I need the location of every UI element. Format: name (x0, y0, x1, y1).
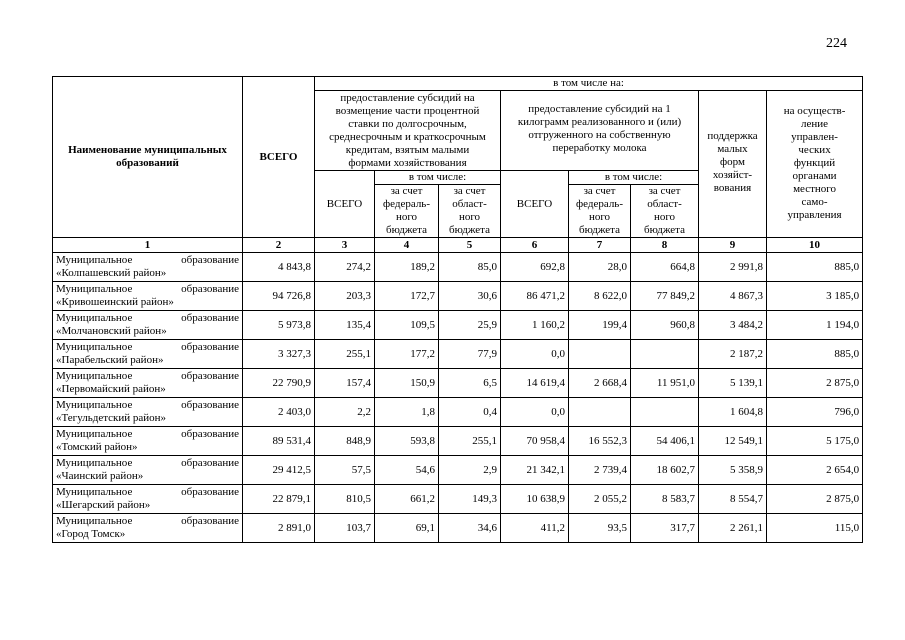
municipality-name-title: «Парабельский район» (56, 354, 164, 366)
value-cell: 109,5 (375, 311, 439, 340)
value-cell: 10 638,9 (501, 485, 569, 514)
value-cell: 54,6 (375, 456, 439, 485)
value-cell: 411,2 (501, 514, 569, 543)
value-cell: 157,4 (315, 369, 375, 398)
col-number: 2 (243, 238, 315, 253)
municipality-name-word: Муниципальное (56, 254, 133, 266)
value-cell: 54 406,1 (631, 427, 699, 456)
subsidy-table (52, 76, 863, 543)
value-cell: 2 668,4 (569, 369, 631, 398)
value-cell: 4 843,8 (243, 253, 315, 282)
municipality-name-word: Муниципальное (56, 370, 133, 382)
municipality-name (53, 485, 243, 514)
value-cell: 25,9 (439, 311, 501, 340)
value-cell: 5 139,1 (699, 369, 767, 398)
col-number: 3 (315, 238, 375, 253)
value-cell: 848,9 (315, 427, 375, 456)
value-cell: 2 654,0 (767, 456, 863, 485)
value-cell: 77 849,2 (631, 282, 699, 311)
value-cell: 2 261,1 (699, 514, 767, 543)
table-row (53, 340, 863, 369)
municipality-name-word: Муниципальное (56, 428, 133, 440)
value-cell: 8 622,0 (569, 282, 631, 311)
value-cell: 2 991,8 (699, 253, 767, 282)
header-group1-federal: за счет федераль- ного бюджета (375, 185, 439, 238)
municipality-name-word: образование (181, 486, 239, 498)
col-number: 4 (375, 238, 439, 253)
value-cell: 255,1 (315, 340, 375, 369)
col-number: 1 (53, 238, 243, 253)
value-cell: 661,2 (375, 485, 439, 514)
municipality-name-word: образование (181, 312, 239, 324)
header-local-governance: на осуществ- ление управлен- ческих функций органами местного само- управления (767, 91, 863, 238)
header-group2-total: ВСЕГО (501, 171, 569, 238)
value-cell: 29 412,5 (243, 456, 315, 485)
value-cell: 4 867,3 (699, 282, 767, 311)
table-row (53, 282, 863, 311)
value-cell: 810,5 (315, 485, 375, 514)
value-cell: 93,5 (569, 514, 631, 543)
value-cell: 77,9 (439, 340, 501, 369)
header-group1-including: в том числе: (375, 171, 501, 185)
municipality-name-word: образование (181, 428, 239, 440)
value-cell: 5 358,9 (699, 456, 767, 485)
header-name: Наименование муниципальных образований (53, 77, 243, 238)
value-cell: 960,8 (631, 311, 699, 340)
municipality-name-word: Муниципальное (56, 457, 133, 469)
value-cell: 2 875,0 (767, 369, 863, 398)
value-cell: 2,2 (315, 398, 375, 427)
value-cell: 5 973,8 (243, 311, 315, 340)
header-group2-regional: за счет област- ного бюджета (631, 185, 699, 238)
value-cell: 1,8 (375, 398, 439, 427)
value-cell: 593,8 (375, 427, 439, 456)
municipality-name (53, 311, 243, 340)
value-cell: 796,0 (767, 398, 863, 427)
value-cell: 3 484,2 (699, 311, 767, 340)
value-cell: 2 403,0 (243, 398, 315, 427)
municipality-name (53, 427, 243, 456)
col-number: 8 (631, 238, 699, 253)
municipality-name-word: образование (181, 457, 239, 469)
value-cell: 177,2 (375, 340, 439, 369)
municipality-name-title: «Чаинский район» (56, 470, 144, 482)
municipality-name-word: Муниципальное (56, 515, 133, 527)
table-row (53, 311, 863, 340)
value-cell (631, 340, 699, 369)
table-row (53, 398, 863, 427)
value-cell: 885,0 (767, 253, 863, 282)
value-cell: 94 726,8 (243, 282, 315, 311)
value-cell: 8 554,7 (699, 485, 767, 514)
municipality-name-title: «Кривошеинский район» (56, 296, 174, 308)
municipality-name-title: «Томский район» (56, 441, 138, 453)
value-cell: 30,6 (439, 282, 501, 311)
value-cell: 103,7 (315, 514, 375, 543)
col-number: 5 (439, 238, 501, 253)
value-cell: 69,1 (375, 514, 439, 543)
col-number: 7 (569, 238, 631, 253)
value-cell: 150,9 (375, 369, 439, 398)
value-cell: 172,7 (375, 282, 439, 311)
municipality-name (53, 514, 243, 543)
municipality-name (53, 253, 243, 282)
value-cell: 2 875,0 (767, 485, 863, 514)
value-cell: 89 531,4 (243, 427, 315, 456)
municipality-name-word: Муниципальное (56, 486, 133, 498)
table-row (53, 514, 863, 543)
municipality-name-word: образование (181, 515, 239, 527)
header-group2-federal: за счет федераль- ного бюджета (569, 185, 631, 238)
municipality-name-word: Муниципальное (56, 399, 133, 411)
municipality-name (53, 456, 243, 485)
value-cell: 2 891,0 (243, 514, 315, 543)
value-cell: 317,7 (631, 514, 699, 543)
municipality-name-word: образование (181, 283, 239, 295)
value-cell: 6,5 (439, 369, 501, 398)
col-number: 6 (501, 238, 569, 253)
value-cell: 2 739,4 (569, 456, 631, 485)
value-cell: 664,8 (631, 253, 699, 282)
municipality-name (53, 340, 243, 369)
value-cell: 86 471,2 (501, 282, 569, 311)
municipality-name-title: «Шегарский район» (56, 499, 151, 511)
value-cell: 8 583,7 (631, 485, 699, 514)
value-cell: 22 879,1 (243, 485, 315, 514)
municipality-name-word: Муниципальное (56, 341, 133, 353)
municipality-name-word: образование (181, 370, 239, 382)
header-group1-regional: за счет област- ного бюджета (439, 185, 501, 238)
value-cell: 885,0 (767, 340, 863, 369)
table-row (53, 485, 863, 514)
value-cell: 0,0 (501, 398, 569, 427)
header-group1-total: ВСЕГО (315, 171, 375, 238)
municipality-name (53, 398, 243, 427)
municipality-name-title: «Молчановский район» (56, 325, 167, 337)
municipality-name-word: Муниципальное (56, 283, 133, 295)
value-cell: 85,0 (439, 253, 501, 282)
table-row (53, 456, 863, 485)
value-cell: 199,4 (569, 311, 631, 340)
value-cell: 16 552,3 (569, 427, 631, 456)
header-group-interest-subsidy: предоставление субсидий на возмещение части процентной ставки по долгосрочным, среднесрочным и краткосрочным кредитам, взятым малыми формами хозяйствования (315, 91, 501, 171)
value-cell: 22 790,9 (243, 369, 315, 398)
value-cell: 34,6 (439, 514, 501, 543)
value-cell: 12 549,1 (699, 427, 767, 456)
value-cell: 274,2 (315, 253, 375, 282)
municipality-name-title: «Город Томск» (56, 528, 126, 540)
value-cell: 0,4 (439, 398, 501, 427)
value-cell: 2 055,2 (569, 485, 631, 514)
header-small-business-support: поддержка малых форм хозяйст- вования (699, 91, 767, 238)
value-cell: 255,1 (439, 427, 501, 456)
municipality-name-word: образование (181, 399, 239, 411)
value-cell: 149,3 (439, 485, 501, 514)
header-including: в том числе на: (315, 77, 863, 91)
value-cell: 189,2 (375, 253, 439, 282)
table-row (53, 427, 863, 456)
col-number: 10 (767, 238, 863, 253)
header-group2-including: в том числе: (569, 171, 699, 185)
municipality-name-title: «Тегульдетский район» (56, 412, 167, 424)
table-body (53, 253, 863, 543)
value-cell (569, 398, 631, 427)
municipality-name (53, 369, 243, 398)
value-cell: 21 342,1 (501, 456, 569, 485)
municipality-name-title: «Колпашевский район» (56, 267, 167, 279)
municipality-name-word: образование (181, 254, 239, 266)
value-cell: 3 185,0 (767, 282, 863, 311)
value-cell: 0,0 (501, 340, 569, 369)
value-cell: 692,8 (501, 253, 569, 282)
table-row (53, 369, 863, 398)
value-cell: 1 194,0 (767, 311, 863, 340)
value-cell: 115,0 (767, 514, 863, 543)
col-number: 9 (699, 238, 767, 253)
municipality-name-word: образование (181, 341, 239, 353)
value-cell: 18 602,7 (631, 456, 699, 485)
value-cell: 3 327,3 (243, 340, 315, 369)
value-cell: 5 175,0 (767, 427, 863, 456)
value-cell (631, 398, 699, 427)
header-group-milk-subsidy: предоставление субсидий на 1 килограмм реализованного и (или) отгруженного на собственную переработку молока (501, 91, 699, 171)
value-cell: 203,3 (315, 282, 375, 311)
municipality-name (53, 282, 243, 311)
table-row (53, 253, 863, 282)
column-numbers-row (53, 238, 863, 253)
value-cell: 11 951,0 (631, 369, 699, 398)
value-cell: 14 619,4 (501, 369, 569, 398)
value-cell: 2 187,2 (699, 340, 767, 369)
value-cell: 1 604,8 (699, 398, 767, 427)
municipality-name-title: «Первомайский район» (56, 383, 166, 395)
value-cell: 2,9 (439, 456, 501, 485)
header-total: ВСЕГО (243, 77, 315, 238)
municipality-name-word: Муниципальное (56, 312, 133, 324)
value-cell: 135,4 (315, 311, 375, 340)
value-cell: 70 958,4 (501, 427, 569, 456)
value-cell: 28,0 (569, 253, 631, 282)
page-number: 224 (826, 36, 847, 51)
value-cell (569, 340, 631, 369)
value-cell: 1 160,2 (501, 311, 569, 340)
value-cell: 57,5 (315, 456, 375, 485)
